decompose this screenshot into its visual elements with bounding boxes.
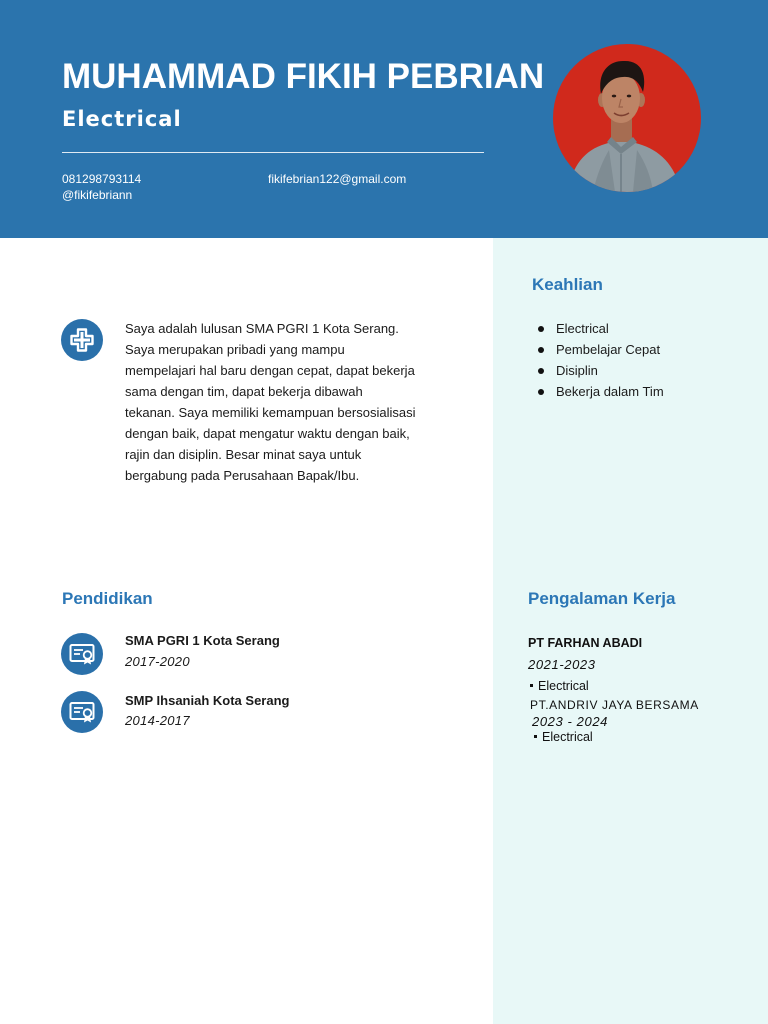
education-school: SMP Ihsaniah Kota Serang <box>125 693 290 708</box>
summary-line: mempelajari hal baru dengan cepat, dapat bekerja <box>125 363 415 378</box>
candidate-role: Electrical <box>62 107 182 131</box>
bullet-square <box>534 735 537 738</box>
profile-summary <box>125 318 415 486</box>
experience-years: 2021-2023 <box>528 657 596 672</box>
profile-photo-image <box>553 44 701 192</box>
education-years: 2017-2020 <box>125 654 190 669</box>
email-address: fikifebrian122@gmail.com <box>268 172 407 186</box>
header-divider <box>62 152 484 153</box>
certificate-icon <box>61 691 103 733</box>
experience-role-label: Electrical <box>538 679 589 693</box>
education-title: Pendidikan <box>62 589 153 608</box>
skills-title: Keahlian <box>532 275 603 294</box>
experience-role-label: Electrical <box>542 730 593 744</box>
summary-line: dengan baik, dapat mengatur waktu dengan baik, <box>125 426 410 441</box>
education-school: SMA PGRI 1 Kota Serang <box>125 633 280 648</box>
profile-photo <box>553 44 701 192</box>
summary-line: bergabung pada Perusahaan Bapak/Ibu. <box>125 468 360 483</box>
phone-number: 081298793114 <box>62 172 142 186</box>
experience-role <box>530 678 589 694</box>
certificate-icon <box>61 633 103 675</box>
skill-label: Pembelajar Cepat <box>556 342 661 357</box>
experience-role <box>534 729 593 745</box>
skill-label: Bekerja dalam Tim <box>556 384 664 399</box>
skill-label: Electrical <box>556 321 609 336</box>
summary-line: sama dengan tim, dapat bekerja dibawah <box>125 384 363 399</box>
skill-label: Disiplin <box>556 363 598 378</box>
candidate-name: MUHAMMAD FIKIH PEBRIAN <box>62 57 545 96</box>
bullet-square <box>530 684 533 687</box>
summary-line: tekanan. Saya memiliki kemampuan bersosialisasi <box>125 405 416 420</box>
experience-title: Pengalaman Kerja <box>528 589 676 608</box>
bullet-dot <box>538 347 544 353</box>
header-banner <box>0 0 768 238</box>
summary-line: rajin dan disiplin. Besar minat saya untuk <box>125 447 362 462</box>
experience-years: 2023 - 2024 <box>532 714 608 729</box>
bullet-dot <box>538 389 544 395</box>
medical-cross-icon <box>61 319 103 361</box>
education-years: 2014-2017 <box>125 713 190 728</box>
experience-company: PT FARHAN ABADI <box>528 636 643 650</box>
summary-line: Saya merupakan pribadi yang mampu <box>125 342 345 357</box>
summary-line: Saya adalah lulusan SMA PGRI 1 Kota Serang. <box>125 321 399 336</box>
social-handle: @fikifebriann <box>62 188 133 202</box>
bullet-dot <box>538 326 544 332</box>
experience-company: PT.ANDRIV JAYA BERSAMA <box>530 698 699 712</box>
bullet-dot <box>538 368 544 374</box>
